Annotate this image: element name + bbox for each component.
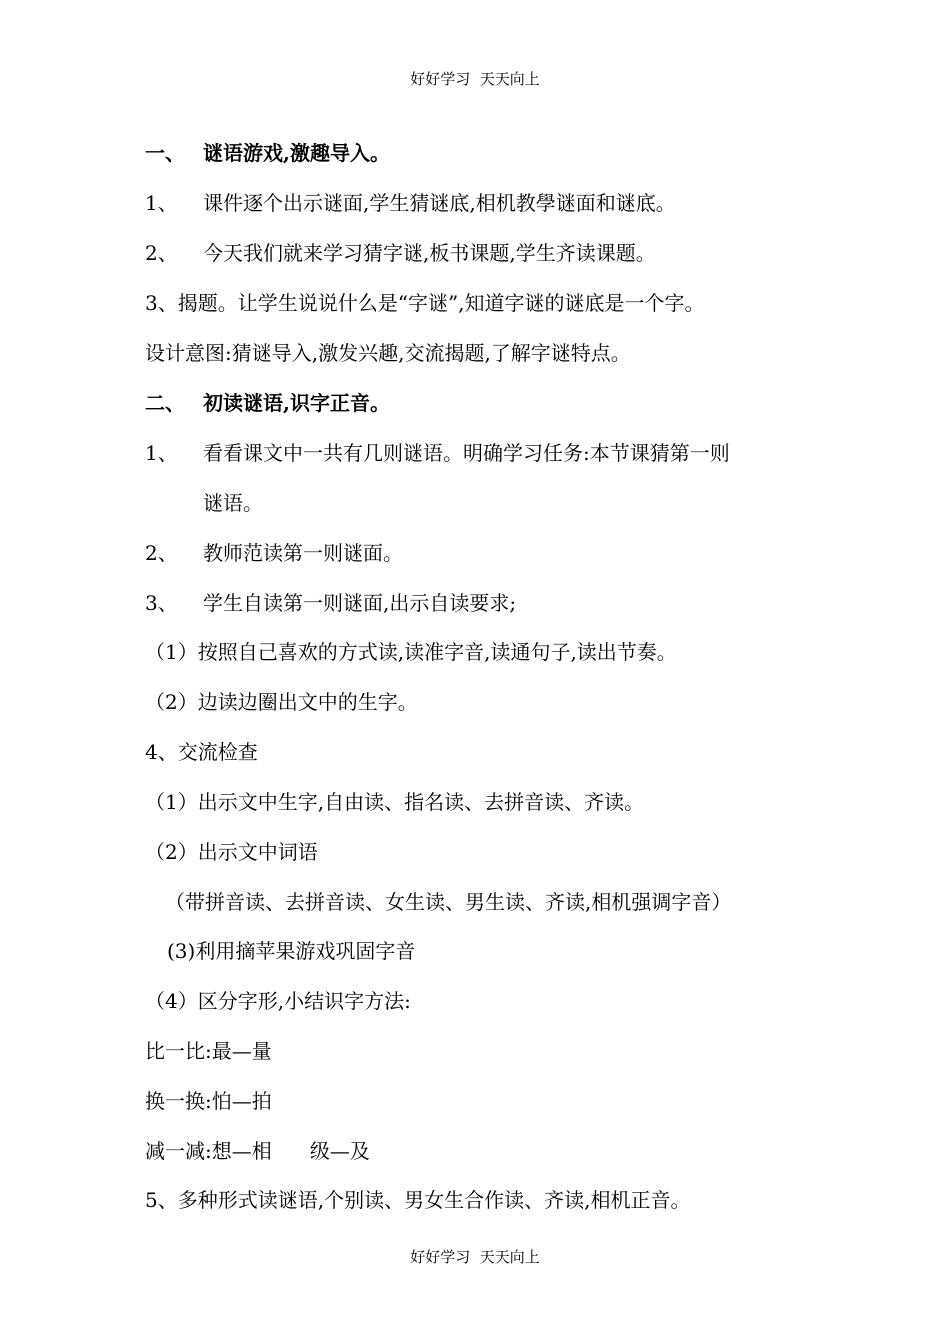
glyph-compare: 比一比:最—量 [145,1039,272,1063]
section-1-title: 谜语游戏,激趣导入。 [203,141,390,165]
glyph-swap: 换一换:怕—拍 [145,1089,272,1113]
item-number: 1、 [145,191,178,215]
section-2-heading [145,387,390,416]
check-step-1: （1）出示文中生字,自由读、指名读、去拼音读、齐读。 [145,790,645,814]
item-number: 2、 [145,541,178,565]
section-1-number: 一、 [145,141,185,165]
reading-requirement-2: （2）边读边圈出文中的生字。 [145,690,418,714]
item-text: 教师范读第一则谜面。 [203,541,403,565]
item-text: 看看课文中一共有几则谜语。明确学习任务:本节课猜第一则 [203,441,730,465]
section-2-item-1-continuation: 谜语。 [203,491,263,515]
section-1-item-1 [145,187,676,216]
section-2-title: 初读谜语,识字正音。 [203,391,390,415]
check-step-3: (3)利用摘苹果游戏巩固字音 [167,939,416,963]
check-step-4: （4）区分字形,小结识字方法: [145,989,411,1013]
item-number: 1、 [145,441,178,465]
section-2-item-3 [145,587,516,616]
section-2-number: 二、 [145,391,185,415]
item-text: 学生自读第一则谜面,出示自读要求; [203,591,517,615]
section-2-item-5: 5、多种形式读谜语,个别读、男女生合作读、齐读,相机正音。 [145,1188,691,1212]
check-step-2: （2）出示文中词语 [145,840,318,864]
item-text: 今天我们就来学习猜字谜,板书课题,学生齐读课题。 [203,241,656,265]
glyph-subtract: 减一减:想—相 级—及 [145,1139,370,1163]
section-2-item-1 [145,437,730,466]
item-number: 2、 [145,241,178,265]
page-footer: 好好学习 天天向上 [410,1248,540,1266]
check-step-2-detail: （带拼音读、去拼音读、女生读、男生读、齐读,相机强调字音） [165,890,732,914]
page-header: 好好学习 天天向上 [410,70,540,88]
section-1-heading [145,137,390,166]
item-number: 3、 [145,591,178,615]
reading-requirement-1: （1）按照自己喜欢的方式读,读准字音,读通句子,读出节奏。 [145,640,677,664]
item-text: 课件逐个出示谜面,学生猜谜底,相机教學谜面和谜底。 [203,191,676,215]
section-1-item-2 [145,237,656,266]
section-2-item-2 [145,537,403,566]
design-intent: 设计意图:猜谜导入,激发兴趣,交流揭题,了解字谜特点。 [145,341,631,365]
section-1-item-3: 3、揭题。让学生说说什么是“字谜”,知道字谜的谜底是一个字。 [145,291,705,315]
section-2-item-4: 4、交流检查 [145,740,258,764]
